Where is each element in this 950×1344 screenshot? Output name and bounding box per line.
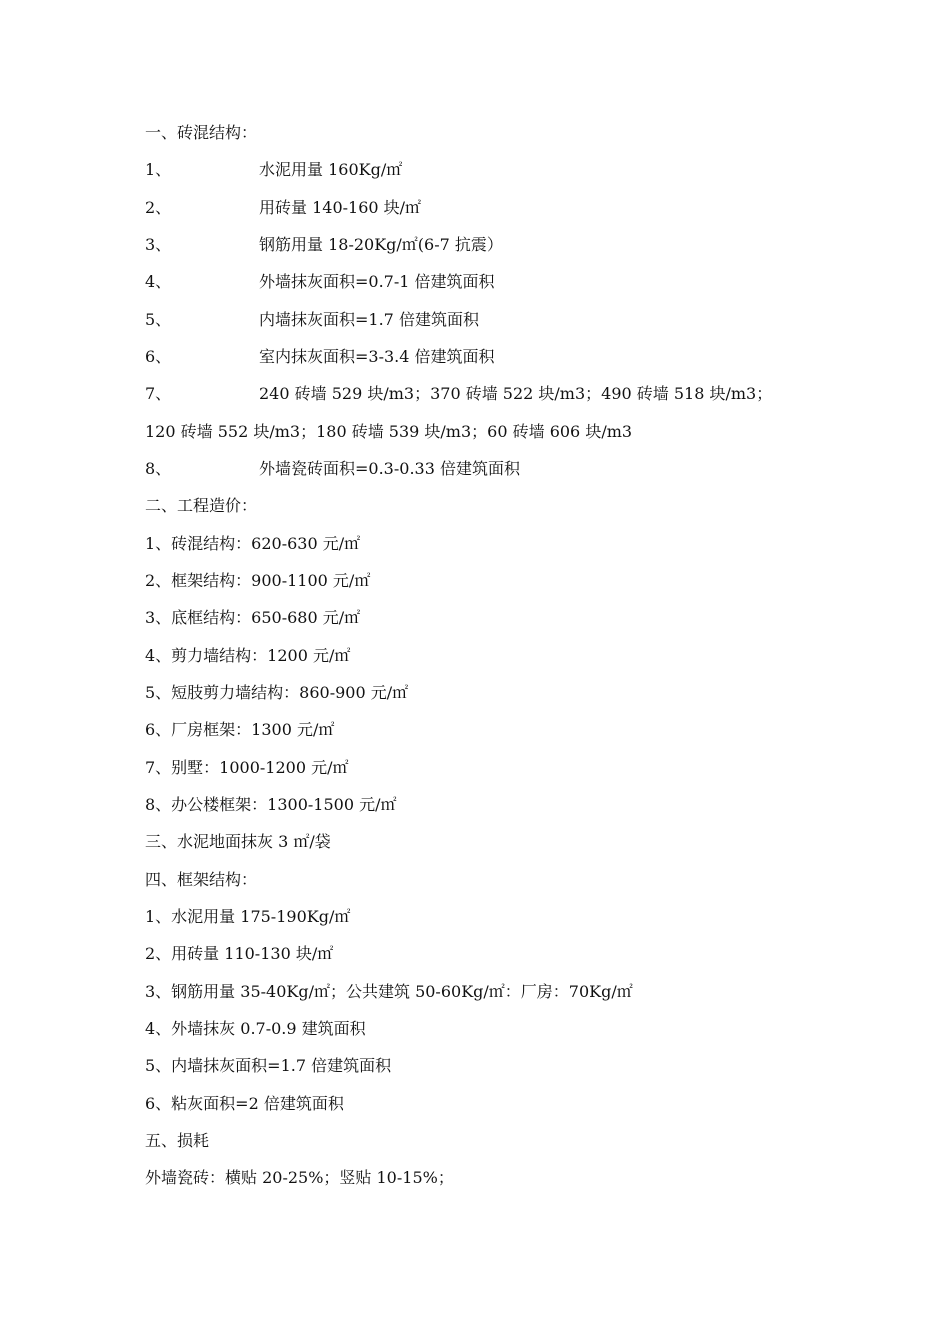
section2-item-8: 8、办公楼框架：1300-1500 元/㎡ [145, 795, 397, 814]
section2-item-6: 6、厂房框架：1300 元/㎡ [145, 720, 335, 739]
section4-item-5: 5、内墙抹灰面积=1.7 倍建筑面积 [145, 1056, 392, 1075]
item-number: 8、 [145, 459, 172, 478]
item-text: 外墙抹灰面积=0.7-1 倍建筑面积 [259, 272, 495, 291]
section4-item-3: 3、钢筋用量 35-40Kg/㎡；公共建筑 50-60Kg/㎡：厂房：70Kg/㎡ [145, 982, 633, 1001]
section2-item-3: 3、底框结构：650-680 元/㎡ [145, 608, 361, 627]
section2-item-5: 5、短肢剪力墙结构：860-900 元/㎡ [145, 683, 409, 702]
section2-item-7: 7、别墅：1000-1200 元/㎡ [145, 758, 349, 777]
item-text: 内墙抹灰面积=1.7 倍建筑面积 [259, 310, 479, 329]
item-text: 钢筋用量 18-20Kg/㎡(6-7 抗震） [259, 235, 503, 254]
item-number: 7、 [145, 384, 172, 403]
section3-heading: 三、水泥地面抹灰 3 ㎡/袋 [145, 832, 331, 851]
item-text: 用砖量 140-160 块/㎡ [259, 198, 422, 217]
section1-heading: 一、砖混结构： [145, 123, 258, 142]
item-text: 240 砖墙 529 块/m3；370 砖墙 522 块/m3；490 砖墙 518 块/m3； [259, 384, 773, 403]
item-number: 4、 [145, 272, 172, 291]
item-number: 2、 [145, 198, 172, 217]
section4-item-1: 1、水泥用量 175-190Kg/㎡ [145, 907, 351, 926]
item-number: 3、 [145, 235, 172, 254]
section1-item-7-continuation: 120 砖墙 552 块/m3；180 砖墙 539 块/m3；60 砖墙 606 块/m3 [145, 422, 633, 441]
section4-item-6: 6、粘灰面积=2 倍建筑面积 [145, 1094, 344, 1113]
section4-item-4: 4、外墙抹灰 0.7-0.9 建筑面积 [145, 1019, 366, 1038]
item-text: 外墙瓷砖面积=0.3-0.33 倍建筑面积 [259, 459, 520, 478]
section5-text: 外墙瓷砖：横贴 20-25%；竖贴 10-15%； [145, 1168, 454, 1187]
section4-heading: 四、框架结构： [145, 870, 258, 889]
item-number: 1、 [145, 160, 172, 179]
item-text: 室内抹灰面积=3-3.4 倍建筑面积 [259, 347, 495, 366]
item-number: 5、 [145, 310, 172, 329]
item-number: 6、 [145, 347, 172, 366]
section2-heading: 二、工程造价： [145, 496, 258, 515]
section5-heading: 五、损耗 [145, 1131, 210, 1150]
section2-item-2: 2、框架结构：900-1100 元/㎡ [145, 571, 371, 590]
item-text: 水泥用量 160Kg/㎡ [259, 160, 403, 179]
section2-item-4: 4、剪力墙结构：1200 元/㎡ [145, 646, 351, 665]
section4-item-2: 2、用砖量 110-130 块/㎡ [145, 944, 334, 963]
section2-item-1: 1、砖混结构：620-630 元/㎡ [145, 534, 361, 553]
